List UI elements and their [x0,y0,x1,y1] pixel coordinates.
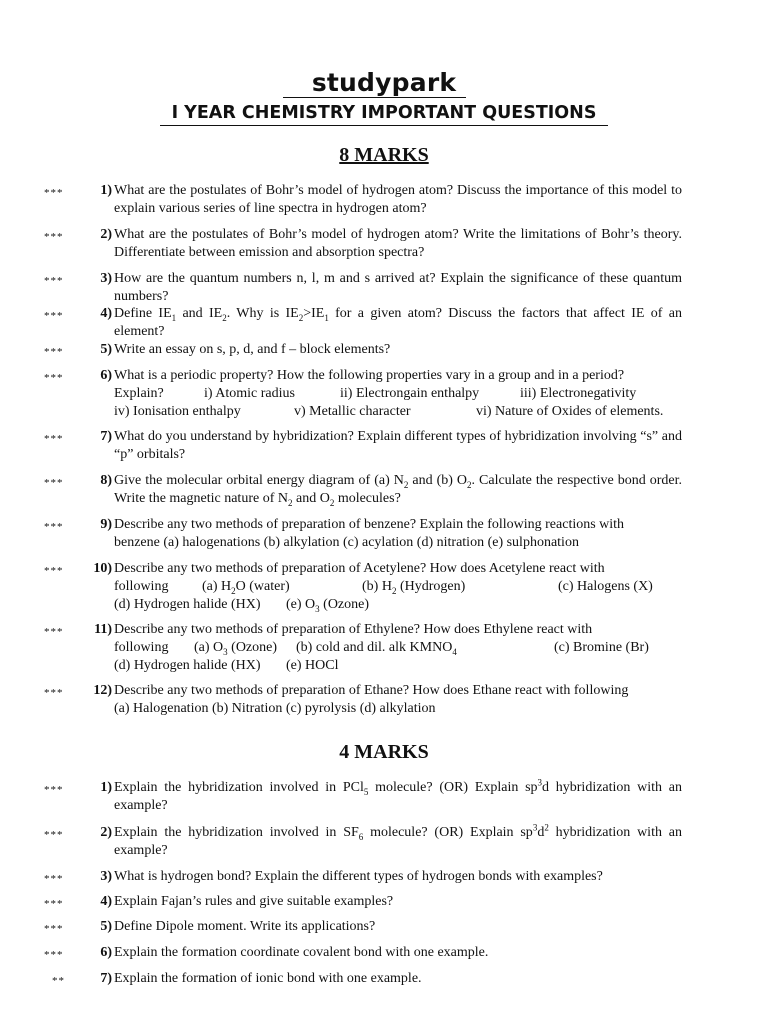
priority-stars: *** [44,923,64,935]
priority-stars: *** [44,346,64,358]
question-line: What is a periodic property? How the following properties vary in a group and in a period? [114,368,625,383]
option-row-2: iv) Ionisation enthalpy v) Metallic character vi) Nature of Oxides of elements. [114,404,664,419]
priority-stars: *** [44,521,64,533]
question-text: What do you understand by hybridization? Explain different types of hybridization involving “s” and “p” orbitals? [114,429,682,462]
priority-stars: *** [44,433,64,445]
question-number: 6) [100,368,112,383]
question-number: 5) [100,342,112,357]
question-number: 10) [93,561,112,576]
priority-stars: *** [44,898,64,910]
title-underline [160,125,608,126]
question-number: 2) [100,825,112,840]
question-text: Describe any two methods of preparation of benzene? Explain the following reactions with benzene (a) halogenations (b) alkylation (c) acylation (d) nitration (e) sulphonation [114,517,625,550]
priority-stars: *** [44,784,64,796]
section-heading-4-marks: 4 MARKS [339,741,429,763]
question-text: Define Dipole moment. Write its applications? [114,919,376,934]
question-number: 12) [93,683,112,698]
priority-stars: *** [44,310,64,322]
question-number: 5) [100,919,112,934]
question-number: 4) [100,894,112,909]
priority-stars: *** [44,949,64,961]
priority-stars: *** [44,829,64,841]
question-number: 3) [100,271,112,286]
question-number: 7) [100,971,112,986]
page-title: I YEAR CHEMISTRY IMPORTANT QUESTIONS [171,103,597,123]
question-number: 1) [100,780,112,795]
question-text: Explain the formation coordinate covalent bond with one example. [114,945,489,960]
question-number: 2) [100,227,112,242]
priority-stars: *** [44,231,64,243]
question-text: What are the postulates of Bohr’s model of hydrogen atom? Discuss the importance of this model to explain various series of line spectra in hydrogen atom? [114,183,682,216]
question-text: Give the molecular orbital energy diagram of (a) $N_2$ and (b) $O_2$. Calculate the respective bond order. Write the magnetic nature of $N_2$ and $O_2$ molecules? [114,473,682,508]
question-text: Define $IE_1$ and $IE_2$. Why is $IE_2>IE_1$ for a given atom? Discuss the factors that affect IE of an element? [114,306,682,339]
priority-stars: *** [44,873,64,885]
question-number: 11) [94,622,112,637]
question-number: 3) [100,869,112,884]
brand-underline [283,97,466,98]
question-text: Explain the formation of ionic bond with one example. [114,971,422,986]
priority-stars: *** [44,626,64,638]
question-number: 8) [100,473,112,488]
question-number: 1) [100,183,112,198]
section-heading-8-marks: 8 MARKS [339,144,429,166]
brand-logo: studypark [311,68,457,97]
priority-stars: *** [44,187,64,199]
question-text [114,367,682,421]
priority-stars: ** [52,975,65,987]
question-text: Explain the hybridization involved in $SF_6$ molecule? (OR) Explain $sp^3d^2$ hybridization with an example? [114,822,682,858]
priority-stars: *** [44,372,64,384]
question-text: What is hydrogen bond? Explain the different types of hydrogen bonds with examples? [114,869,603,884]
question-number: 7) [100,429,112,444]
question-number: 6) [100,945,112,960]
question-number: 4) [100,306,112,321]
priority-stars: *** [44,687,64,699]
option-row-1: Explain? i) Atomic radius ii) Electrongain enthalpy iii) Electronegativity [114,386,637,401]
question-text: Describe any two methods of preparation of Ethane? How does Ethane react with following (a) Halogenation (b) Nitration (c) pyrolysis (d) alkylation [114,683,629,716]
question-text: What are the postulates of Bohr’s model of hydrogen atom? Write the limitations of Bohr’s theory. Differentiate between emission and absorption spectra? [114,227,682,260]
priority-stars: *** [44,565,64,577]
question-text: Explain Fajan’s rules and give suitable examples? [114,894,394,909]
question-text: Write an essay on s, p, d, and f – block elements? [114,342,391,357]
question-text: How are the quantum numbers n, l, m and s arrived at? Explain the significance of these quantum numbers? [114,271,682,304]
question-text: Describe any two methods of preparation of Acetylene? How does Acetylene react with following (a) $H_2O$ (water) (b) $H_2$ (Hydrogen) (c) Halogens (X) (d) Hydrogen halide (HX) (e) $O_3$ (Ozone) [114,561,653,614]
question-text: Explain the hybridization involved in PCl$_5$ molecule? (OR) Explain $sp^3d$ hybridization with an example? [114,777,682,813]
priority-stars: *** [44,275,64,287]
question-text: Describe any two methods of preparation of Ethylene? How does Ethylene react with following (a) $O_3$ (Ozone) (b) cold and dil. alk $KMNO_4$ (c) Bromine (Br) (d) Hydrogen halide (HX) (e) HOCl [114,622,649,673]
priority-stars: *** [44,477,64,489]
question-number: 9) [100,517,112,532]
